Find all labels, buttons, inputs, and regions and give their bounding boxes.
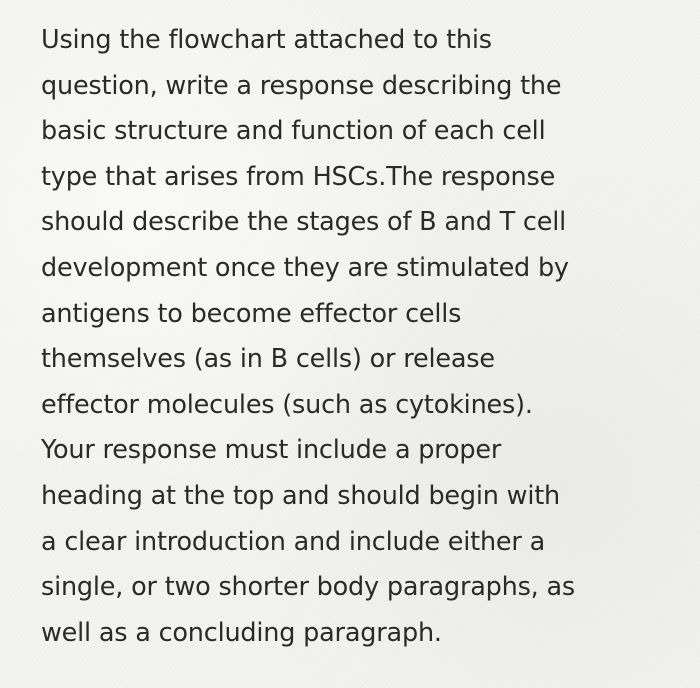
note-line: a clear introduction and include either a: [41, 526, 546, 557]
note-line: antigens to become effector cells: [41, 298, 462, 329]
note-line: should describe the stages of B and T cell: [41, 207, 566, 238]
note-line: question, write a response describing the: [41, 70, 562, 101]
note-line: single, or two shorter body paragraphs, as: [41, 572, 576, 603]
note-line: effector molecules (such as cytokines).: [41, 389, 533, 420]
note-line: development once they are stimulated by: [41, 252, 569, 283]
note-line: Your response must include a proper: [41, 435, 502, 466]
note-line: basic structure and function of each cell: [41, 116, 546, 147]
note-line: type that arises from HSCs.The response: [41, 161, 556, 192]
note-line: well as a concluding paragraph.: [41, 617, 442, 648]
note-line: themselves (as in B cells) or release: [41, 344, 495, 375]
note-line: Using the flowchart attached to this: [41, 25, 492, 55]
note-body: [41, 18, 681, 656]
note-line: heading at the top and should begin with: [41, 480, 560, 511]
